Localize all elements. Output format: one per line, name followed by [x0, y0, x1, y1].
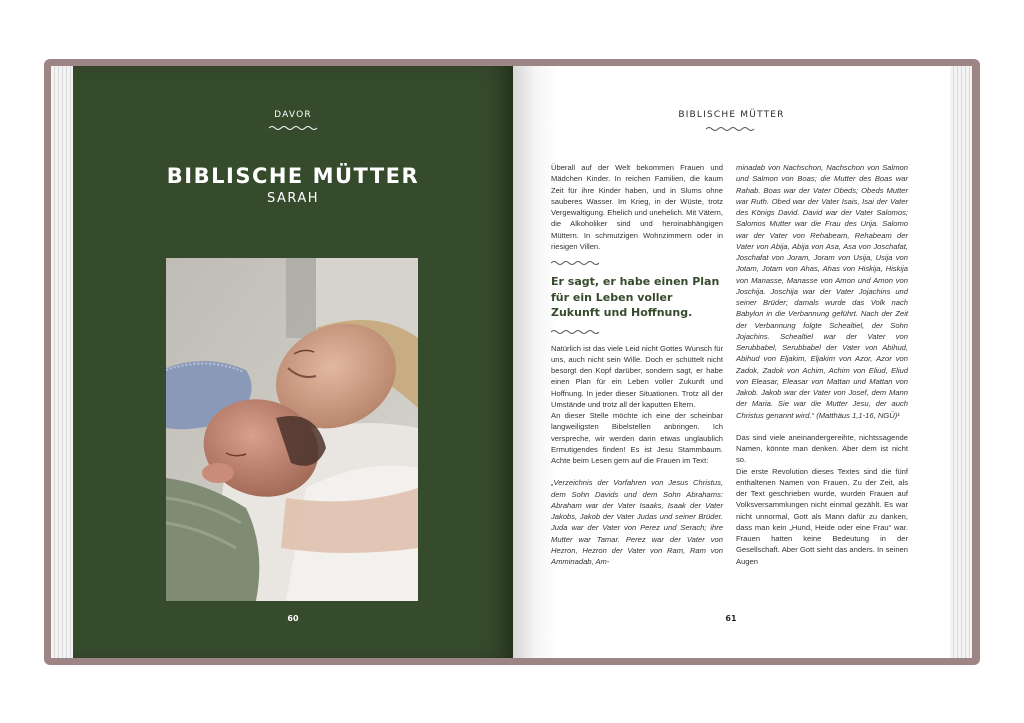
left-kicker: DAVOR	[274, 110, 312, 120]
bible-quote-continued: minadab von Nachschon, Nachschon von Salmon und Salmon von Boas; die Mutter des Boas war Rahab. Boas war der Vater Obeds; Obeds Mutter war Ruth. Obed war der Vater Isais, Isai der Vater des Königs David. David war der Vater Salomos; Salomos Mutter war die Frau des Urija. Salomo war der Vater von Rehabeam, Rehabeam der Vater von Abija, Abija von Asa, Asa von Joschafat, Joschafat von Joram, Joram von Usija, Usija von Jotam, Jotam von Ahas, Ahas von Hiskija, Hiskija von Manasse, Manasse von Amon und Amon von Joschija. Joschija war der Vater Jojachins und seiner Brüder; damals wurde das Volk nach Babylon in die Verbannung geführt. Nach der Zeit der Verbannung folgte Schealtiel, der Sohn Jojachins. Schealtiel war der Vater von Serubbabel, Serubbabel der Vater von Abihud, Abihud von Eljakim, Eljakim von Azor, Azor von Zadok, Zadok von Achim, Achim von Eliud, Eliud von Eleasar, Eleasar von Mattan und Mattan von Jakob. Jakob war der Vater von Josef, dem Mann der Maria. Sie war die Mutter Jesu, der auch Christus genannt wird.“ (Matthäus 1,1-16, NGÜ)¹	[736, 163, 908, 420]
page-subtitle: SARAH	[266, 191, 320, 206]
wave-ornament-icon	[551, 329, 599, 335]
bible-quote: „Verzeichnis der Vorfahren von Jesus Christus, dem Sohn Davids und dem Sohn Abrahams: Abraham war der Vater Isaaks, Isaak der Vater Jakobs, Jakob der Vater Judas und seiner Brüder. Juda war der Vater von Perez und Serach; ihre Mutter war Tamar. Perez war der Vater von Hezron, Hezron der Vater von Ram, Ram von Amminadab, Am-	[551, 478, 723, 566]
page-edges-left	[51, 66, 73, 658]
page-title: BIBLISCHE MÜTTER	[166, 164, 420, 188]
text-column-1	[551, 162, 723, 567]
right-kicker: BIBLISCHE MÜTTER	[678, 110, 785, 120]
body-paragraph: Das sind viele aneinandergereihte, nichtssagende Namen, könnte man denken. Aber dem ist nicht so.	[736, 432, 908, 465]
wave-ornament-icon	[706, 126, 756, 132]
left-page-number: 60	[287, 614, 299, 623]
left-page	[73, 66, 513, 658]
body-paragraph: Die erste Revolution dieses Textes sind die fünf enthaltenen Namen von Frauen. Zu der Zeit, als der Text geschrieben wurde, wurden Frauen auf Volksversammlungen nicht einmal gezählt. Es war nicht unnormal, Gott als Mann dafür zu danken, dass man kein „Hund, Heide oder eine Frau“ war. Frauen hatten keine Bedeutung in der Gesellschaft. Aber Gott sieht das anders. In seinen Augen	[736, 466, 908, 566]
text-column-2	[736, 162, 908, 567]
pull-quote: Er sagt, er habe einen Plan für ein Leben voller Zukunft und Hoffnung.	[551, 275, 720, 319]
intro-paragraph: Überall auf der Welt bekommen Frauen und Mädchen Kinder. In reichen Familien, die kaum Zeit für ihre Kinder haben, und in Slums ohne sauberes Wasser. Im Krieg, in der Wüste, trotz Vergewaltigung. Ehelich und unehelich. Mit Vätern, die Alkoholiker sind und heroinabhängigen Müttern. In schmutzigen Wohnzimmern oder in riesigen Villen.	[551, 163, 723, 251]
wave-ornament-icon	[551, 260, 599, 266]
right-page-number: 61	[725, 614, 737, 623]
mother-with-newborn-photo	[166, 258, 418, 601]
right-page	[513, 66, 950, 658]
body-paragraph: Natürlich ist das viele Leid nicht Gottes Wunsch für uns, auch nicht sein Wille. Doch er schüttelt nicht besorgt den Kopf darüber, sondern sagt, er habe einen Plan für ein Leben voller Zukunft und Hoffnung. In jeder dieser Situationen. Trotz all der Umstände und trotz all der kaputten Eltern.	[551, 343, 723, 409]
page-edges-right	[950, 66, 972, 658]
wave-ornament-icon	[269, 125, 319, 131]
body-paragraph: An dieser Stelle möchte ich eine der scheinbar langweiligsten Bibelstellen anbringen. Ich verspreche, wir werden darin etwas unglaublich Ermutigendes finden! Es ist Jesu Stammbaum. Achte beim Lesen gern auf die Frauen im Text:	[551, 411, 723, 465]
